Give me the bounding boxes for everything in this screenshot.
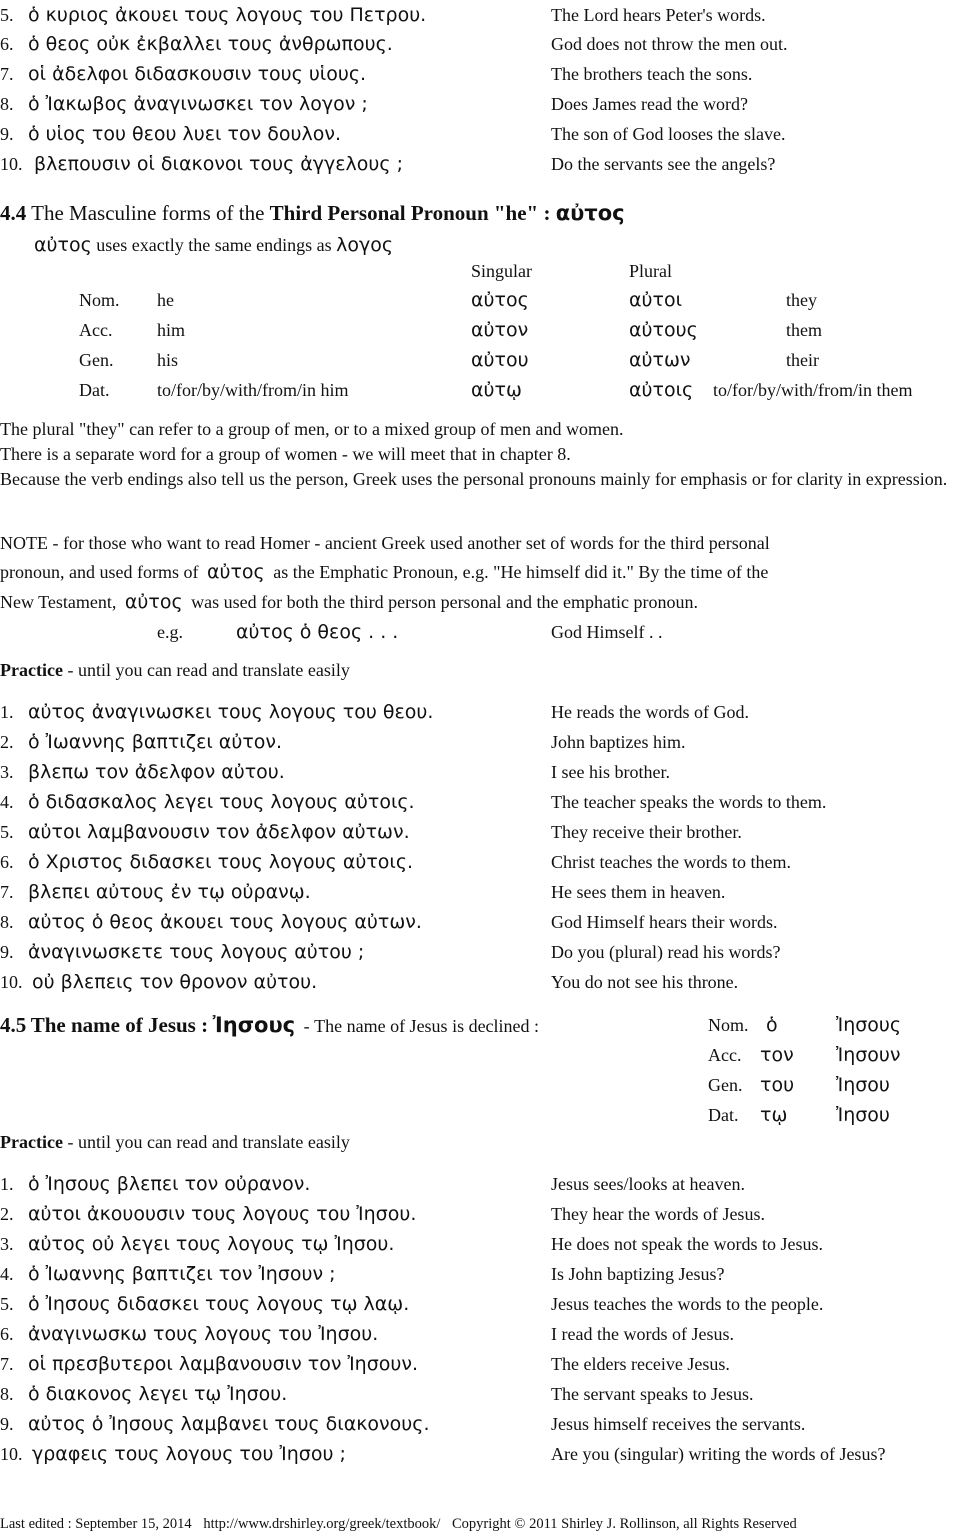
english-translation: Is John baptizing Jesus? — [551, 1264, 725, 1284]
name-form: Ἰησου — [836, 1104, 890, 1126]
note-text: was used for both the third person personal and the emphatic pronoun. — [191, 592, 698, 612]
plural-form: αὐτων — [629, 349, 691, 371]
english-translation: I read the words of Jesus. — [551, 1324, 734, 1344]
case-label: Gen. — [79, 350, 114, 370]
english-translation: Do the servants see the angels? — [551, 154, 776, 174]
practice-row — [0, 877, 960, 907]
name-form: Ἰησους — [836, 1014, 902, 1036]
column-header-singular: Singular — [471, 261, 532, 281]
item-number: 4. — [0, 1264, 14, 1284]
section-number: 4.5 — [0, 1013, 27, 1037]
section-title-bold: The name of Jesus : — [30, 1013, 209, 1037]
greek-sentence: βλεπει αὐτους ἐν τῳ οὐρανῳ. — [28, 881, 311, 903]
practice-row — [0, 1409, 960, 1439]
item-number: 8. — [0, 912, 14, 932]
case-meaning: him — [157, 320, 186, 340]
greek-sentence: αὐτοι λαμβανουσιν τον ἀδελφον αὐτων. — [28, 821, 410, 843]
english-translation: Do you (plural) read his words? — [551, 942, 781, 962]
english-translation: You do not see his throne. — [551, 972, 739, 992]
greek-sentence: βλεπω τον ἀδελφον αὐτου. — [28, 761, 285, 783]
plural-meaning: them — [786, 320, 822, 340]
section-title-bold: Third Personal Pronoun "he" : — [269, 201, 551, 225]
greek-sentence: αὐτος ὁ Ἰησους λαμβανει τους διακονους. — [28, 1413, 430, 1435]
english-translation: God Himself hears their words. — [551, 912, 778, 932]
practice-row — [0, 907, 960, 937]
english-translation: They receive their brother. — [551, 822, 742, 842]
item-number: 10. — [0, 972, 23, 992]
greek-sentence: ὁ Ἰησους βλεπει τον οὐρανον. — [28, 1173, 311, 1195]
page-footer — [0, 1516, 960, 1533]
item-number: 5. — [0, 1294, 14, 1314]
article: τον — [760, 1044, 794, 1066]
practice-heading — [0, 655, 960, 685]
case-label: Nom. — [708, 1015, 749, 1035]
case-label: Acc. — [79, 320, 113, 340]
article: τῳ — [760, 1104, 788, 1126]
case-meaning: he — [157, 290, 174, 310]
greek-sentence: ὁ Χριστος διδασκει τους λογους αὐτοις. — [28, 851, 414, 873]
greek-sentence: ἀναγινωσκετε τους λογους αὐτου ; — [28, 941, 365, 963]
greek-word: αὐτος — [206, 561, 265, 583]
sentence-row — [0, 0, 960, 30]
copyright-notice: Copyright © 2011 Shirley J. Rollinson, all Rights Reserved — [452, 1516, 797, 1532]
plural-form: αὐτους — [629, 319, 698, 341]
practice-row — [0, 1229, 960, 1259]
practice-row — [0, 757, 960, 787]
item-number: 10. — [0, 1444, 23, 1464]
item-number: 1. — [0, 1174, 14, 1194]
practice-row — [0, 1349, 960, 1379]
practice-row — [0, 697, 960, 727]
greek-sentence: ὁ κυριος ἀκουει τους λογους του Πετρου. — [28, 4, 427, 26]
example-english: God Himself . . — [551, 622, 663, 642]
case-label: Gen. — [708, 1075, 743, 1095]
singular-form: αὐτῳ — [471, 379, 522, 401]
item-number: 3. — [0, 1234, 14, 1254]
site-url[interactable]: http://www.drshirley.org/greek/textbook/ — [203, 1516, 441, 1532]
note-plural: The plural "they" can refer to a group of men, or to a mixed group of men and women. — [0, 419, 624, 439]
english-translation: The Lord hears Peter's words. — [551, 5, 766, 25]
english-translation: Jesus sees/looks at heaven. — [551, 1174, 745, 1194]
case-label: Dat. — [708, 1105, 739, 1125]
english-translation: The servant speaks to Jesus. — [551, 1384, 754, 1404]
english-translation: Are you (singular) writing the words of Jesus? — [551, 1444, 886, 1464]
item-number: 6. — [0, 1324, 14, 1344]
sentence-number: 7. — [0, 64, 14, 84]
singular-form: αὐτου — [471, 349, 529, 371]
greek-sentence: αὐτος οὐ λεγει τους λογους τῳ Ἰησου. — [28, 1233, 395, 1255]
greek-sentence: οἱ πρεσβυτεροι λαμβανουσιν τον Ἰησουν. — [28, 1353, 419, 1375]
item-number: 6. — [0, 852, 14, 872]
item-number: 7. — [0, 882, 14, 902]
example-label: e.g. — [157, 622, 183, 642]
practice-row — [0, 727, 960, 757]
english-translation: He does not speak the words to Jesus. — [551, 1234, 823, 1254]
name-form: Ἰησουν — [836, 1044, 901, 1066]
practice-row — [0, 1259, 960, 1289]
column-header-plural: Plural — [629, 261, 672, 281]
practice-label: Practice — [0, 1132, 63, 1152]
case-meaning: to/for/by/with/from/in him — [157, 380, 349, 400]
case-label: Dat. — [79, 380, 110, 400]
sentence-row — [0, 119, 960, 149]
english-translation: God does not throw the men out. — [551, 34, 788, 54]
english-translation: Does James read the word? — [551, 94, 748, 114]
practice-row — [0, 967, 960, 997]
greek-sentence: οἱ ἀδελφοι διδασκουσιν τους υἱους. — [28, 63, 367, 85]
plural-form: αὐτοις — [629, 379, 694, 401]
plural-meaning: to/for/by/with/from/in them — [713, 380, 913, 400]
greek-sentence: γραφεις τους λογους του Ἰησου ; — [32, 1443, 346, 1465]
greek-sentence: οὐ βλεπεις τον θρονον αὐτου. — [32, 971, 318, 993]
sentence-number: 6. — [0, 34, 14, 54]
section-description: - The name of Jesus is declined : — [303, 1016, 540, 1036]
english-translation: Christ teaches the words to them. — [551, 852, 791, 872]
practice-row — [0, 1199, 960, 1229]
sentence-row — [0, 89, 960, 119]
example-greek: αὐτος ὁ θεος . . . — [236, 621, 399, 643]
greek-sentence: ὁ διδασκαλος λεγει τους λογους αὐτοις. — [28, 791, 415, 813]
item-number: 1. — [0, 702, 14, 722]
greek-word: λογος — [336, 234, 394, 256]
last-edited: Last edited : September 15, 2014 — [0, 1516, 192, 1532]
english-translation: He sees them in heaven. — [551, 882, 726, 902]
english-translation: John baptizes him. — [551, 732, 686, 752]
practice-label: Practice — [0, 660, 63, 680]
item-number: 9. — [0, 1414, 14, 1434]
sentence-row — [0, 29, 960, 59]
item-number: 2. — [0, 1204, 14, 1224]
item-number: 4. — [0, 792, 14, 812]
practice-row — [0, 787, 960, 817]
practice-row — [0, 817, 960, 847]
item-number: 2. — [0, 732, 14, 752]
section-heading-4-5 — [0, 1010, 960, 1041]
sentence-number: 5. — [0, 5, 14, 25]
note-homer-line1: NOTE - for those who want to read Homer - ancient Greek used another set of words for the third personal — [0, 533, 770, 553]
practice-row — [0, 937, 960, 967]
greek-sentence: ὁ Ἰησους διδασκει τους λογους τῳ λαῳ. — [28, 1293, 410, 1315]
greek-sentence: ὁ Ἰωαννης βαπτιζει αὐτον. — [28, 731, 283, 753]
english-translation: They hear the words of Jesus. — [551, 1204, 765, 1224]
note-text: New Testament, — [0, 592, 117, 612]
section-number: 4.4 — [0, 201, 27, 225]
section-heading-4-4 — [0, 198, 960, 228]
article: ὁ — [766, 1014, 778, 1036]
greek-sentence: ὁ Ἰακωβος ἀναγινωσκει τον λογον ; — [28, 93, 368, 115]
greek-sentence: ὁ Ἰωαννης βαπτιζει τον Ἰησουν ; — [28, 1263, 336, 1285]
english-translation: I see his brother. — [551, 762, 670, 782]
practice-instruction: - until you can read and translate easily — [67, 660, 350, 680]
greek-sentence: ὁ θεος οὐκ ἐκβαλλει τους ἀνθρωπους. — [28, 33, 393, 55]
note-text: as the Emphatic Pronoun, e.g. "He himself did it." By the time of the — [273, 562, 769, 582]
practice-row — [0, 1319, 960, 1349]
subtitle-text: uses exactly the same endings as — [96, 235, 332, 255]
item-number: 9. — [0, 942, 14, 962]
note-text: pronoun, and used forms of — [0, 562, 199, 582]
plural-meaning: they — [786, 290, 817, 310]
note-homer-line3 — [0, 587, 960, 617]
practice-heading — [0, 1127, 960, 1157]
greek-sentence: αὐτος ἀναγινωσκει τους λογους του θεου. — [28, 701, 434, 723]
english-translation: The elders receive Jesus. — [551, 1354, 730, 1374]
section-title: The Masculine forms of the — [31, 201, 265, 225]
case-label: Acc. — [708, 1045, 742, 1065]
english-translation: He reads the words of God. — [551, 702, 749, 722]
sentence-number: 9. — [0, 124, 14, 144]
greek-word: αὐτος — [555, 201, 625, 225]
practice-row — [0, 1289, 960, 1319]
greek-sentence: ἀναγινωσκω τους λογους του Ἰησου. — [28, 1323, 379, 1345]
english-translation: The son of God looses the slave. — [551, 124, 786, 144]
item-number: 5. — [0, 822, 14, 842]
case-label: Nom. — [79, 290, 120, 310]
note-emphasis: Because the verb endings also tell us the person, Greek uses the personal pronouns mainly for emphasis or for clarity in expression. — [0, 469, 948, 489]
practice-row — [0, 1439, 960, 1469]
greek-sentence: βλεπουσιν οἱ διακονοι τους ἀγγελους ; — [34, 153, 404, 175]
sentence-row — [0, 149, 960, 179]
practice-row — [0, 1169, 960, 1199]
sentence-row — [0, 59, 960, 89]
item-number: 8. — [0, 1384, 14, 1404]
case-meaning: his — [157, 350, 179, 370]
greek-word: αὐτος — [124, 591, 183, 613]
english-translation: Jesus teaches the words to the people. — [551, 1294, 824, 1314]
practice-instruction: - until you can read and translate easily — [67, 1132, 350, 1152]
english-translation: The brothers teach the sons. — [551, 64, 753, 84]
greek-sentence: αὐτοι ἀκουουσιν τους λογους του Ἰησου. — [28, 1203, 417, 1225]
greek-sentence: αὐτος ὁ θεος ἀκουει τους λογους αὐτων. — [28, 911, 422, 933]
plural-meaning: their — [786, 350, 819, 370]
sentence-number: 10. — [0, 154, 23, 174]
singular-form: αὐτον — [471, 319, 529, 341]
practice-row — [0, 1379, 960, 1409]
english-translation: Jesus himself receives the servants. — [551, 1414, 806, 1434]
greek-sentence: ὁ υἱος του θεου λυει τον δουλον. — [28, 123, 342, 145]
greek-word: Ἰησους — [212, 1013, 296, 1037]
greek-sentence: ὁ διακονος λεγει τῳ Ἰησου. — [28, 1383, 288, 1405]
plural-form: αὐτοι — [629, 289, 683, 311]
item-number: 7. — [0, 1354, 14, 1374]
singular-form: αὐτος — [471, 289, 529, 311]
greek-word: αὐτος — [34, 234, 92, 256]
article: του — [760, 1074, 795, 1096]
name-form: Ἰησου — [836, 1074, 890, 1096]
note-homer-line2 — [0, 557, 960, 587]
english-translation: The teacher speaks the words to them. — [551, 792, 827, 812]
item-number: 3. — [0, 762, 14, 782]
practice-row — [0, 847, 960, 877]
sentence-number: 8. — [0, 94, 14, 114]
note-women: There is a separate word for a group of women - we will meet that in chapter 8. — [0, 444, 571, 464]
